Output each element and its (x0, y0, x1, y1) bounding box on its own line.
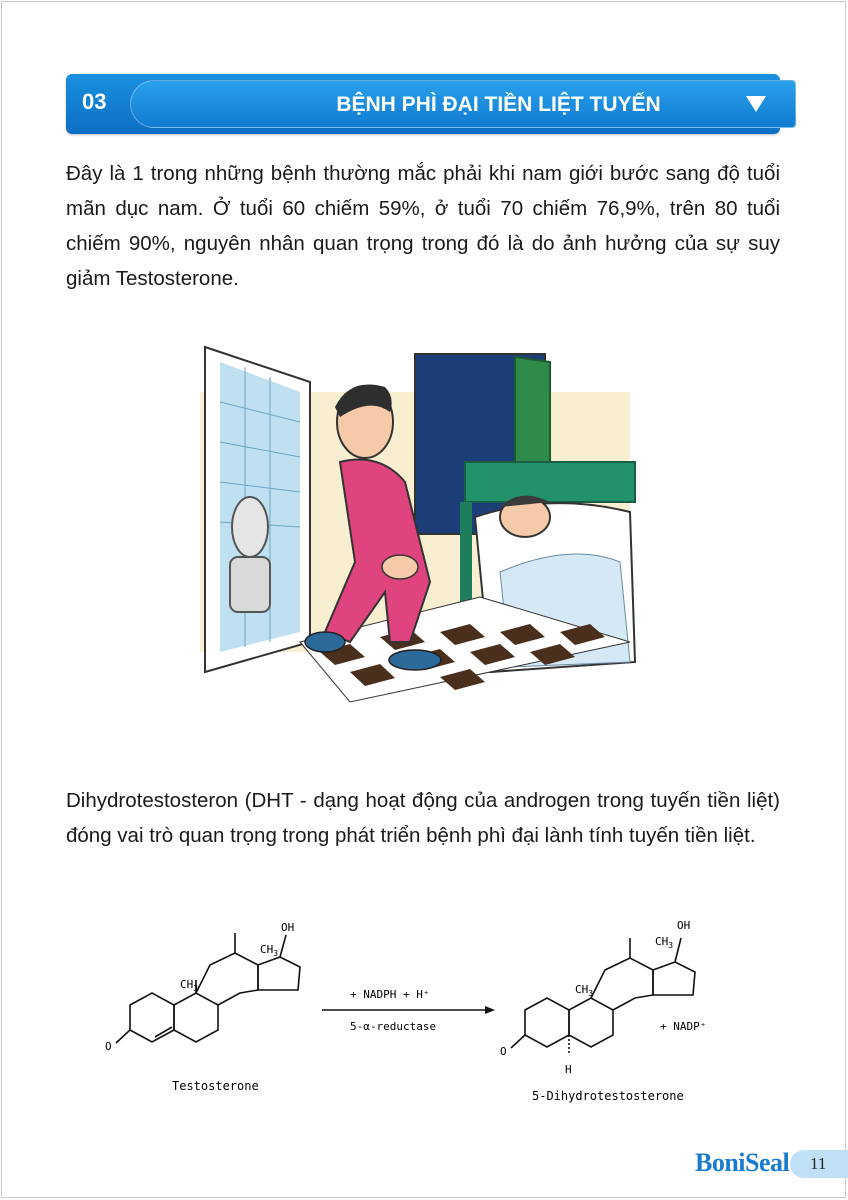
testosterone-oxygen: O (105, 1040, 112, 1053)
product-name: 5-Dihydrotestosterone (532, 1089, 684, 1103)
reaction-arrowhead (485, 1006, 495, 1014)
dht-ch3: $CH_3$ (575, 983, 594, 998)
dht-oxygen: O (500, 1045, 507, 1058)
testosterone-ch3-top: $CH_3$ (260, 943, 279, 958)
intro-paragraph: Đây là 1 trong những bệnh thường mắc phải khi nam giới bước sang độ tuổi mãn dục nam. Ở tuổi 60 chiếm 59%, ở tuổi 70 chiếm 76,9%, trên 80 tuổi chiếm 90%, nguyên nhân quan trọng trong đó là do ảnh hưởng của sự suy giảm Testosterone. (66, 162, 780, 290)
testosterone-ch3: $CH_3$ (180, 978, 199, 993)
dht-hydrogen: H (565, 1063, 572, 1076)
dht-paragraph: Dihydrotestosteron (DHT - dạng hoạt động của androgen trong tuyến tiền liệt) đóng vai trò quan trọng trong phát triển bệnh phì đại lành tính tuyến tiền liệt. (66, 789, 780, 847)
night-bathroom-illustration (190, 342, 640, 707)
reactant-name: Testosterone (172, 1079, 259, 1093)
section-header-banner (66, 74, 780, 134)
reagents-label: + NADPH + H⁺ (350, 988, 430, 1001)
triangle-down-icon (746, 96, 766, 112)
section-number: 03 (82, 89, 107, 114)
dht-structure (511, 938, 695, 1055)
testosterone-oh: OH (281, 921, 295, 934)
testosterone-to-dht-reaction (100, 905, 740, 1110)
dht-ch3-top: $CH_3$ (655, 935, 674, 950)
enzyme-label: 5-α-reductase (350, 1020, 437, 1033)
product-extra-label: + NADP⁺ (660, 1020, 707, 1033)
section-title: BỆNH PHÌ ĐẠI TIỀN LIỆT TUYẾN (336, 93, 661, 116)
dht-oh: OH (677, 919, 691, 932)
brand-logo: BoniSeal (695, 1148, 790, 1177)
page-number: 11 (810, 1154, 827, 1173)
